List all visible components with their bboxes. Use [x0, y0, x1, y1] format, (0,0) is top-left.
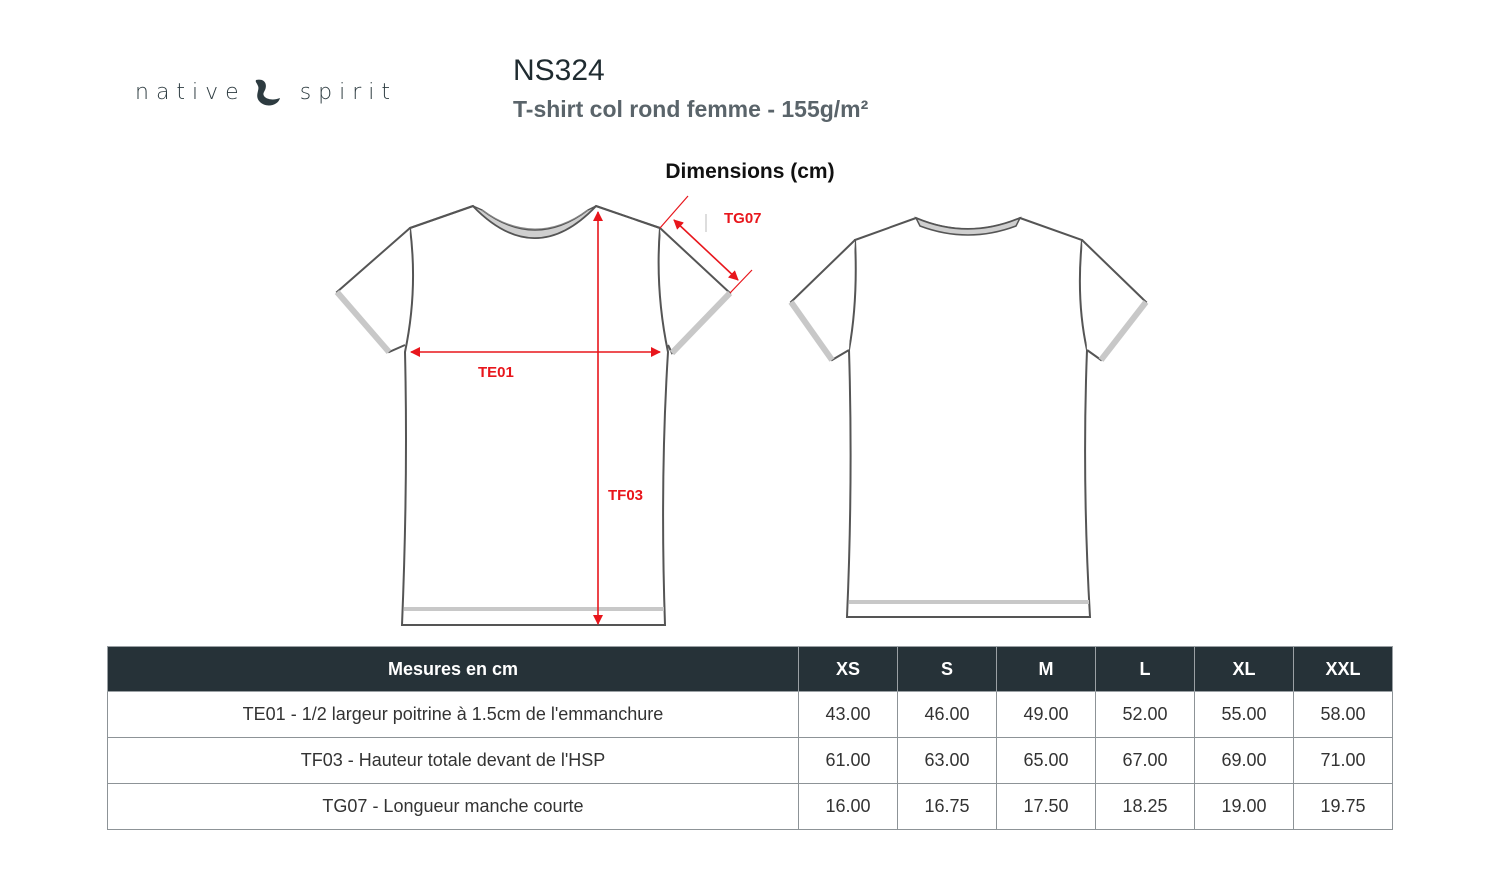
cell-value: 17.50 [997, 784, 1096, 830]
table-row [108, 692, 1393, 738]
row-label: TF03 - Hauteur totale devant de l'HSP [108, 738, 799, 784]
brand-word-left: native [135, 79, 246, 105]
row-label: TE01 - 1/2 largeur poitrine à 1.5cm de l'emmanchure [108, 692, 799, 738]
tshirt-back-view [791, 218, 1146, 617]
product-reference: NS324 [513, 54, 605, 87]
header-measures: Mesures en cm [108, 647, 799, 692]
cell-value: 55.00 [1195, 692, 1294, 738]
cell-value: 43.00 [799, 692, 898, 738]
header-size: XS [799, 647, 898, 692]
cell-value: 58.00 [1294, 692, 1393, 738]
cell-value: 67.00 [1096, 738, 1195, 784]
header-size: L [1096, 647, 1195, 692]
cell-value: 63.00 [898, 738, 997, 784]
size-table [107, 646, 1393, 830]
cell-value: 52.00 [1096, 692, 1195, 738]
header-size: XL [1195, 647, 1294, 692]
tshirt-front-view [337, 206, 730, 625]
table-row [108, 784, 1393, 830]
brand-word-right: spirit [299, 79, 398, 105]
tg07-label: TG07 [724, 210, 762, 227]
table-row [108, 738, 1393, 784]
cell-value: 49.00 [997, 692, 1096, 738]
header-size: S [898, 647, 997, 692]
cell-value: 19.00 [1195, 784, 1294, 830]
cell-value: 69.00 [1195, 738, 1294, 784]
cell-value: 71.00 [1294, 738, 1393, 784]
dimensions-title: Dimensions (cm) [665, 160, 835, 183]
row-label: TG07 - Longueur manche courte [108, 784, 799, 830]
header-size: M [997, 647, 1096, 692]
cell-value: 61.00 [799, 738, 898, 784]
header-size: XXL [1294, 647, 1393, 692]
cell-value: 16.75 [898, 784, 997, 830]
cell-value: 19.75 [1294, 784, 1393, 830]
cell-value: 16.00 [799, 784, 898, 830]
te01-label: TE01 [478, 364, 514, 381]
product-description: T-shirt col rond femme - 155g/m² [513, 96, 869, 122]
cell-value: 65.00 [997, 738, 1096, 784]
tf03-label: TF03 [608, 487, 644, 504]
cell-value: 18.25 [1096, 784, 1195, 830]
table-header-row [108, 647, 1393, 692]
cell-value: 46.00 [898, 692, 997, 738]
